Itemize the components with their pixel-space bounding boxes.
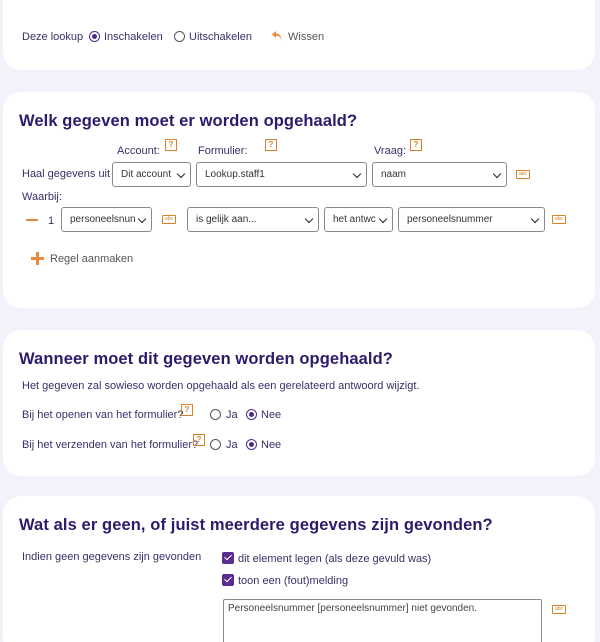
radio-disable[interactable] [174, 31, 185, 42]
account-select-value: Dit account [121, 169, 172, 180]
when-title: Wanneer moet dit gegeven worden opgehaald? [19, 350, 393, 368]
chevron-down-icon [305, 215, 313, 223]
variable-tag-icon[interactable]: abc [552, 605, 566, 614]
plus-icon[interactable] [31, 252, 44, 270]
none-title: Wat als er geen, of juist meerdere gegevens zijn gevonden? [19, 516, 493, 534]
rule-number: 1 [48, 215, 55, 227]
help-account-icon[interactable]: ? [165, 139, 177, 151]
rule-operator-select[interactable] [187, 207, 319, 232]
col-account-label: Account: [117, 145, 160, 157]
chevron-down-icon [531, 215, 539, 223]
rule-value-value: personeelsnummer [407, 214, 493, 225]
show-message-checkbox[interactable] [222, 574, 234, 586]
clear-element-checkbox[interactable] [222, 552, 234, 564]
where-label: Waarbij: [22, 191, 62, 203]
col-form-label: Formulier: [198, 145, 248, 157]
help-on-submit-icon[interactable]: ? [193, 434, 205, 446]
help-form-icon[interactable]: ? [265, 139, 277, 151]
question-select[interactable] [372, 162, 507, 187]
chevron-down-icon [493, 170, 501, 178]
form-select[interactable] [196, 162, 367, 187]
col-question-label: Vraag: [374, 145, 407, 157]
show-message-label[interactable]: toon een (fout)melding [238, 575, 349, 587]
rule-source-select[interactable] [324, 207, 393, 232]
on-open-no-label[interactable]: Nee [261, 409, 282, 421]
source-row-label: Haal gegevens uit [22, 168, 111, 180]
rule-value-select[interactable] [398, 207, 545, 232]
on-submit-label: Bij het verzenden van het formulier? [22, 439, 199, 451]
chevron-down-icon [379, 215, 387, 223]
error-message-textarea[interactable]: Personeelsnummer [personeelsnummer] niet gevonden. [223, 599, 542, 642]
lookup-label: Deze lookup [22, 31, 84, 43]
account-select[interactable] [112, 162, 191, 187]
radio-enable[interactable] [89, 31, 100, 42]
rule-operator-value: is gelijk aan... [196, 214, 257, 225]
variable-tag-icon[interactable]: abc [162, 215, 176, 224]
when-note: Het gegeven zal sowieso worden opgehaald als een gerelateerd antwoord wijzigt. [22, 380, 420, 392]
on-submit-yes-label[interactable]: Ja [226, 439, 238, 451]
on-open-label: Bij het openen van het formulier? [22, 409, 184, 421]
chevron-down-icon [138, 215, 146, 223]
on-open-no-radio[interactable] [246, 409, 257, 420]
radio-enable-label[interactable]: Inschakelen [104, 31, 163, 43]
chevron-down-icon [353, 170, 361, 178]
remove-rule-icon[interactable] [26, 219, 38, 221]
clear-button[interactable]: Wissen [288, 31, 325, 43]
on-open-yes-radio[interactable] [210, 409, 221, 420]
variable-tag-icon[interactable]: abc [516, 170, 530, 179]
help-question-icon[interactable]: ? [410, 139, 422, 151]
fetch-title: Welk gegeven moet er worden opgehaald? [19, 112, 358, 130]
clear-element-label[interactable]: dit element legen (als deze gevuld was) [238, 553, 432, 565]
on-submit-yes-radio[interactable] [210, 439, 221, 450]
undo-arrow-icon[interactable] [271, 29, 283, 47]
rule-field-select[interactable] [61, 207, 152, 232]
on-submit-no-radio[interactable] [246, 439, 257, 450]
chevron-down-icon [177, 170, 185, 178]
rule-source-value: het antwc [333, 214, 376, 225]
none-label: Indien geen gegevens zijn gevonden [22, 551, 202, 563]
help-on-open-icon[interactable]: ? [181, 404, 193, 416]
add-rule-button[interactable]: Regel aanmaken [50, 253, 134, 265]
variable-tag-icon[interactable]: abc [552, 215, 566, 224]
on-open-yes-label[interactable]: Ja [226, 409, 238, 421]
on-submit-no-label[interactable]: Nee [261, 439, 282, 451]
form-select-value: Lookup.staff1 [205, 169, 265, 180]
radio-disable-label[interactable]: Uitschakelen [189, 31, 252, 43]
question-select-value: naam [381, 169, 407, 180]
rule-field-value: personeelsnun [70, 214, 136, 225]
